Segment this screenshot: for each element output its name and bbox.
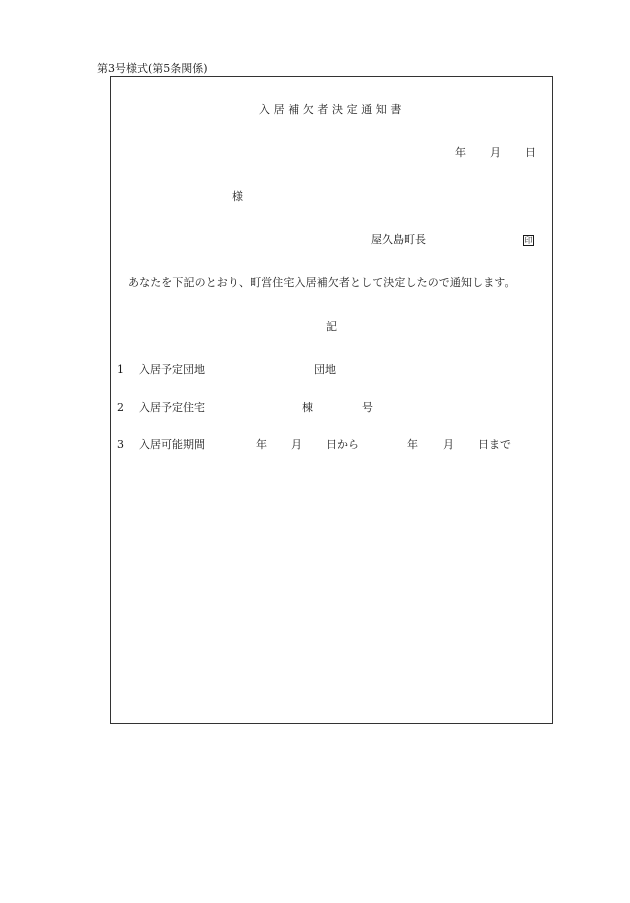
date-year-label: 年 [455, 146, 466, 159]
issuer-name: 屋久島町長 [371, 233, 426, 246]
form-number-label: 第3号様式(第5条関係) [97, 62, 208, 75]
item-3-from-day: 日から [326, 438, 359, 451]
item-3-label: 入居可能期間 [139, 438, 205, 451]
item-2-number: 2 [117, 401, 124, 414]
item-1-label: 入居予定団地 [139, 363, 205, 376]
item-3-to-day: 日まで [478, 438, 511, 451]
document-title: 入居補欠者決定通知書 [259, 103, 405, 116]
document-frame [110, 76, 553, 724]
date-day-label: 日 [525, 146, 536, 159]
item-2-label: 入居予定住宅 [139, 401, 205, 414]
ki-heading: 記 [326, 320, 337, 333]
addressee-suffix: 様 [232, 190, 243, 203]
item-3-to-year: 年 [407, 438, 418, 451]
item-3-from-month: 月 [291, 438, 302, 451]
item-3-from-year: 年 [256, 438, 267, 451]
item-2-room-field: 号 [362, 401, 373, 414]
item-3-to-month: 月 [443, 438, 454, 451]
notice-body-text: あなたを下記のとおり、町営住宅入居補欠者として決定したので通知します。 [128, 276, 516, 289]
seal-mark [523, 233, 534, 247]
item-3-number: 3 [117, 438, 124, 451]
seal-icon: 印 [524, 235, 533, 245]
date-month-label: 月 [490, 146, 501, 159]
item-1-number: 1 [117, 363, 124, 376]
item-1-danchi-field: 団地 [314, 363, 336, 376]
item-2-building-field: 棟 [302, 401, 313, 414]
